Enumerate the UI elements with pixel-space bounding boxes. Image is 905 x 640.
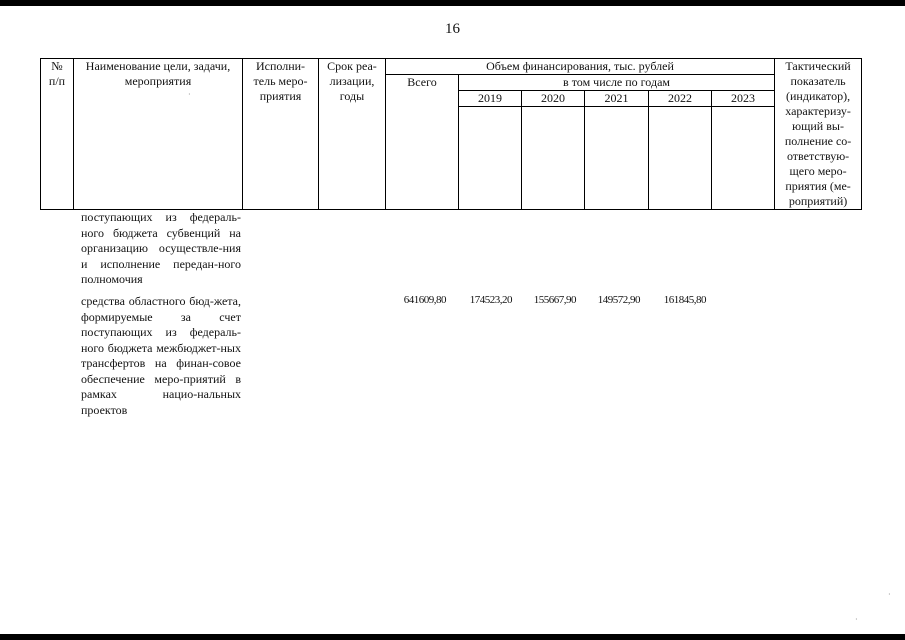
row-regional-budget-text: средства областного бюд-жета, формируемые за счет поступающих из федераль-ного бюджета межбюджет-ных трансфертов на финан-совое обеспечение меро-приятий в рамках нацио-нальных проектов bbox=[81, 294, 241, 417]
header-indicator-label: Тактический показатель (индикатор), характеризу-ющий вы-полнение со-ответствую-щего меро-приятия (ме-роприятий) bbox=[784, 59, 852, 208]
header-executor-label: Исполни-тель меро-приятия bbox=[253, 59, 308, 103]
header-total-label: Всего bbox=[407, 75, 437, 89]
header-year-2023: 2023 bbox=[712, 91, 775, 107]
header-name-cell bbox=[74, 59, 243, 210]
header-by-years-label: в том числе по годам bbox=[563, 75, 670, 89]
row-regional-2021: 149572,90 bbox=[597, 294, 640, 306]
scan-speck: · bbox=[188, 90, 191, 99]
header-executor-cell bbox=[243, 59, 319, 210]
row-regional-2022: 161845,80 bbox=[663, 294, 706, 306]
header-year-2019-body bbox=[459, 107, 522, 210]
row-regional-2020: 155667,90 bbox=[533, 294, 576, 306]
header-year-2021: 2021 bbox=[585, 91, 649, 107]
row-regional-total: 641609,80 bbox=[403, 294, 446, 306]
header-period-cell bbox=[319, 59, 386, 210]
header-year-2022: 2022 bbox=[649, 91, 712, 107]
financing-table-header bbox=[40, 58, 862, 210]
header-year-2021-body bbox=[585, 107, 649, 210]
scan-speck: · bbox=[888, 590, 891, 599]
header-number-label: № п/п bbox=[48, 59, 66, 88]
top-edge-bar bbox=[0, 0, 905, 6]
header-year-2020-body bbox=[522, 107, 585, 210]
header-name-label: Наименование цели, задачи, мероприятия bbox=[85, 59, 231, 88]
header-funding-label: Объем финансирования, тыс. рублей bbox=[486, 59, 674, 73]
header-indicator-cell bbox=[775, 59, 862, 210]
header-total-cell bbox=[386, 75, 459, 210]
bottom-edge-bar bbox=[0, 634, 905, 640]
row-continuation-text: поступающих из федераль-ного бюджета субвенций на организацию осуществле-ния и исполнение передан-ного полномочия bbox=[81, 210, 241, 286]
row-regional-2019: 174523,20 bbox=[469, 294, 512, 306]
header-period-label: Срок реа-лизации, годы bbox=[327, 59, 377, 103]
header-year-2019: 2019 bbox=[459, 91, 522, 107]
header-number-cell bbox=[41, 59, 74, 210]
page-number: 16 bbox=[445, 21, 460, 37]
header-year-2022-body bbox=[649, 107, 712, 210]
header-funding-cell bbox=[386, 59, 775, 75]
header-year-2020: 2020 bbox=[522, 91, 585, 107]
header-year-2023-body bbox=[712, 107, 775, 210]
header-by-years-cell bbox=[459, 75, 775, 91]
scan-speck: · bbox=[855, 615, 858, 624]
